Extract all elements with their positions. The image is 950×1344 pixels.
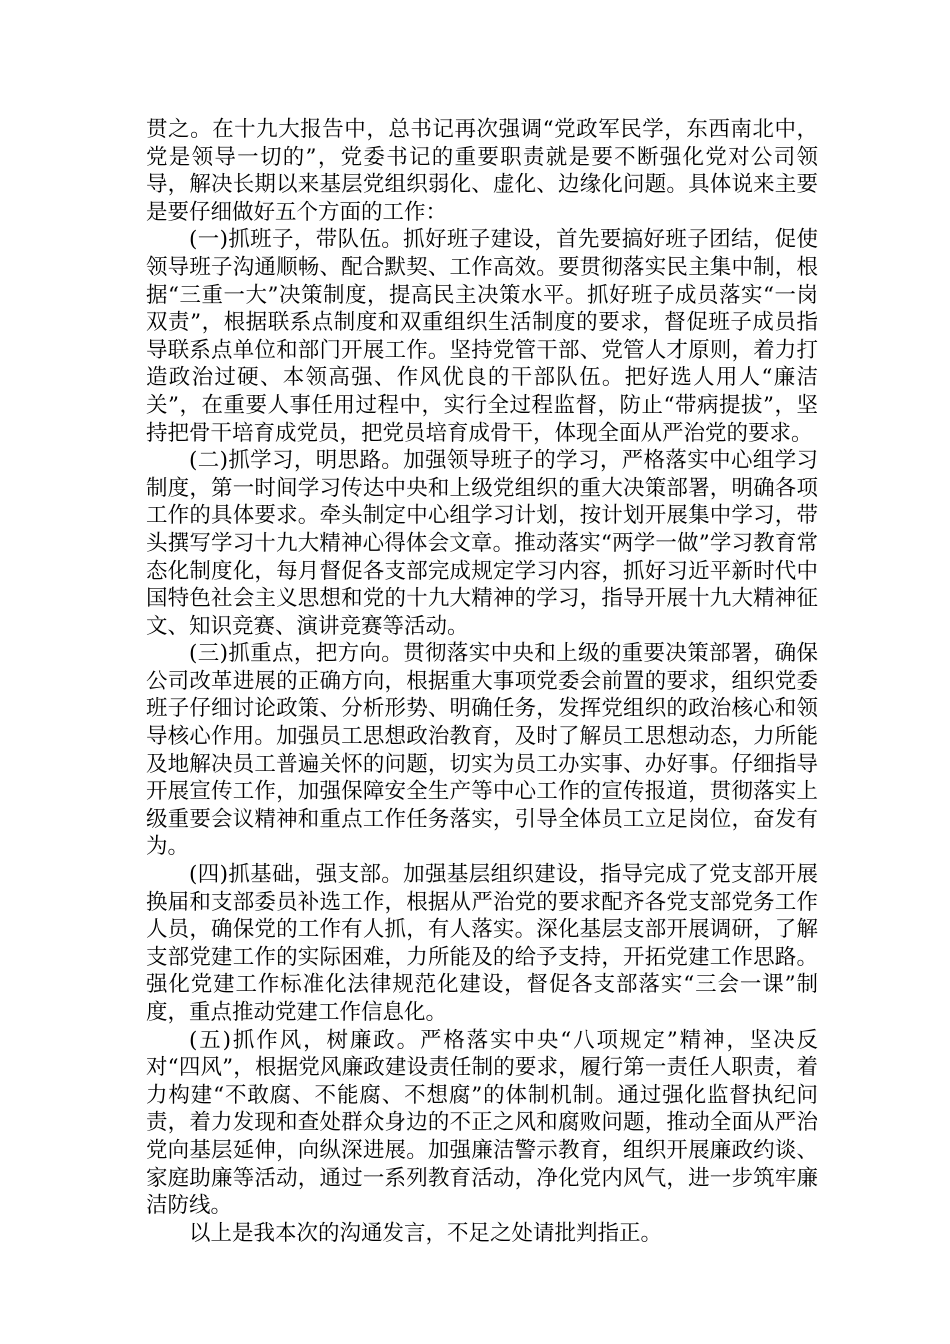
paragraph-section-3: (三)抓重点，把方向。贯彻落实中央和上级的重要决策部署，确保公司改革进展的正确方向，根据重大事项党委会前置的要求，组织党委班子仔细讨论政策、分析形势、明确任务，发挥党组织的政治核心和领导核心作用。加强员工思想政治教育，及时了解员工思想动态，力所能及地解决员工普遍关怀的问题，切实为员工办实事、办好事。仔细指导开展宣传工作，加强保障安全生产等中心工作的宣传报道，贯彻落实上级重要会议精神和重点工作任务落实，引导全体员工立足岗位，奋发有为。 (146, 641, 818, 860)
paragraph-closing: 以上是我本次的沟通发言，不足之处请批判指正。 (189, 1220, 663, 1246)
paragraph-section-1: (一)抓班子，带队伍。抓好班子建设，首先要搞好班子团结，促使领导班子沟通顺畅、配合默契、工作高效。要贯彻落实民主集中制，根据“三重一大”决策制度，提高民主决策水平。抓好班子成员落实“一岗双责”，根据联系点制度和双重组织生活制度的要求，督促班子成员指导联系点单位和部门开展工作。坚持党管干部、党管人才原则，着力打造政治过硬、本领高强、作风优良的干部队伍。把好选人用人“廉洁关”，在重要人事任用过程中，实行全过程监督，防止“带病提拔”，坚持把骨干培育成党员，把党员培育成骨干，体现全面从严治党的要求。 (146, 227, 818, 446)
paragraph-section-4: (四)抓基础，强支部。加强基层组织建设，指导完成了党支部开展换届和支部委员补选工作，根据从严治党的要求配齐各党支部党务工作人员，确保党的工作有人抓，有人落实。深化基层支部开展调研，了解支部党建工作的实际困难，力所能及的给予支持，开拓党建工作思路。强化党建工作标准化法律规范化建设，督促各支部落实“三会一课”制度，重点推动党建工作信息化。 (146, 862, 818, 1025)
paragraph-section-2: (二)抓学习，明思路。加强领导班子的学习，严格落实中心组学习制度，第一时间学习传达中央和上级党组织的重大决策部署，明确各项工作的具体要求。牵头制定中心组学习计划，按计划开展集中学习，带头撰写学习十九大精神心得体会文章。推动落实“两学一做”学习教育常态化制度化，每月督促各支部完成规定学习内容，抓好习近平新时代中国特色社会主义思想和党的十九大精神的学习，指导开展十九大精神征文、知识竞赛、演讲竞赛等活动。 (146, 448, 818, 639)
paragraph-section-5: (五)抓作风，树廉政。严格落实中央“八项规定”精神，坚决反对“四风”，根据党风廉政建设责任制的要求，履行第一责任人职责，着力构建“不敢腐、不能腐、不想腐”的体制机制。通过强化监督执纪问责，着力发现和查处群众身边的不正之风和腐败问题，推动全面从严治党向基层延伸，向纵深进展。加强廉洁警示教育，组织开展廉政约谈、家庭助廉等活动，通过一系列教育活动，净化党内风气，进一步筑牢廉洁防线。 (146, 1027, 818, 1219)
document-body (146, 116, 818, 1247)
paragraph-intro: 贯之。在十九大报告中，总书记再次强调“党政军民学，东西南北中，党是领导一切的”，党委书记的重要职责就是要不断强化党对公司领导，解决长期以来基层党组织弱化、虚化、边缘化问题。具体说来主要是要仔细做好五个方面的工作： (146, 117, 818, 225)
